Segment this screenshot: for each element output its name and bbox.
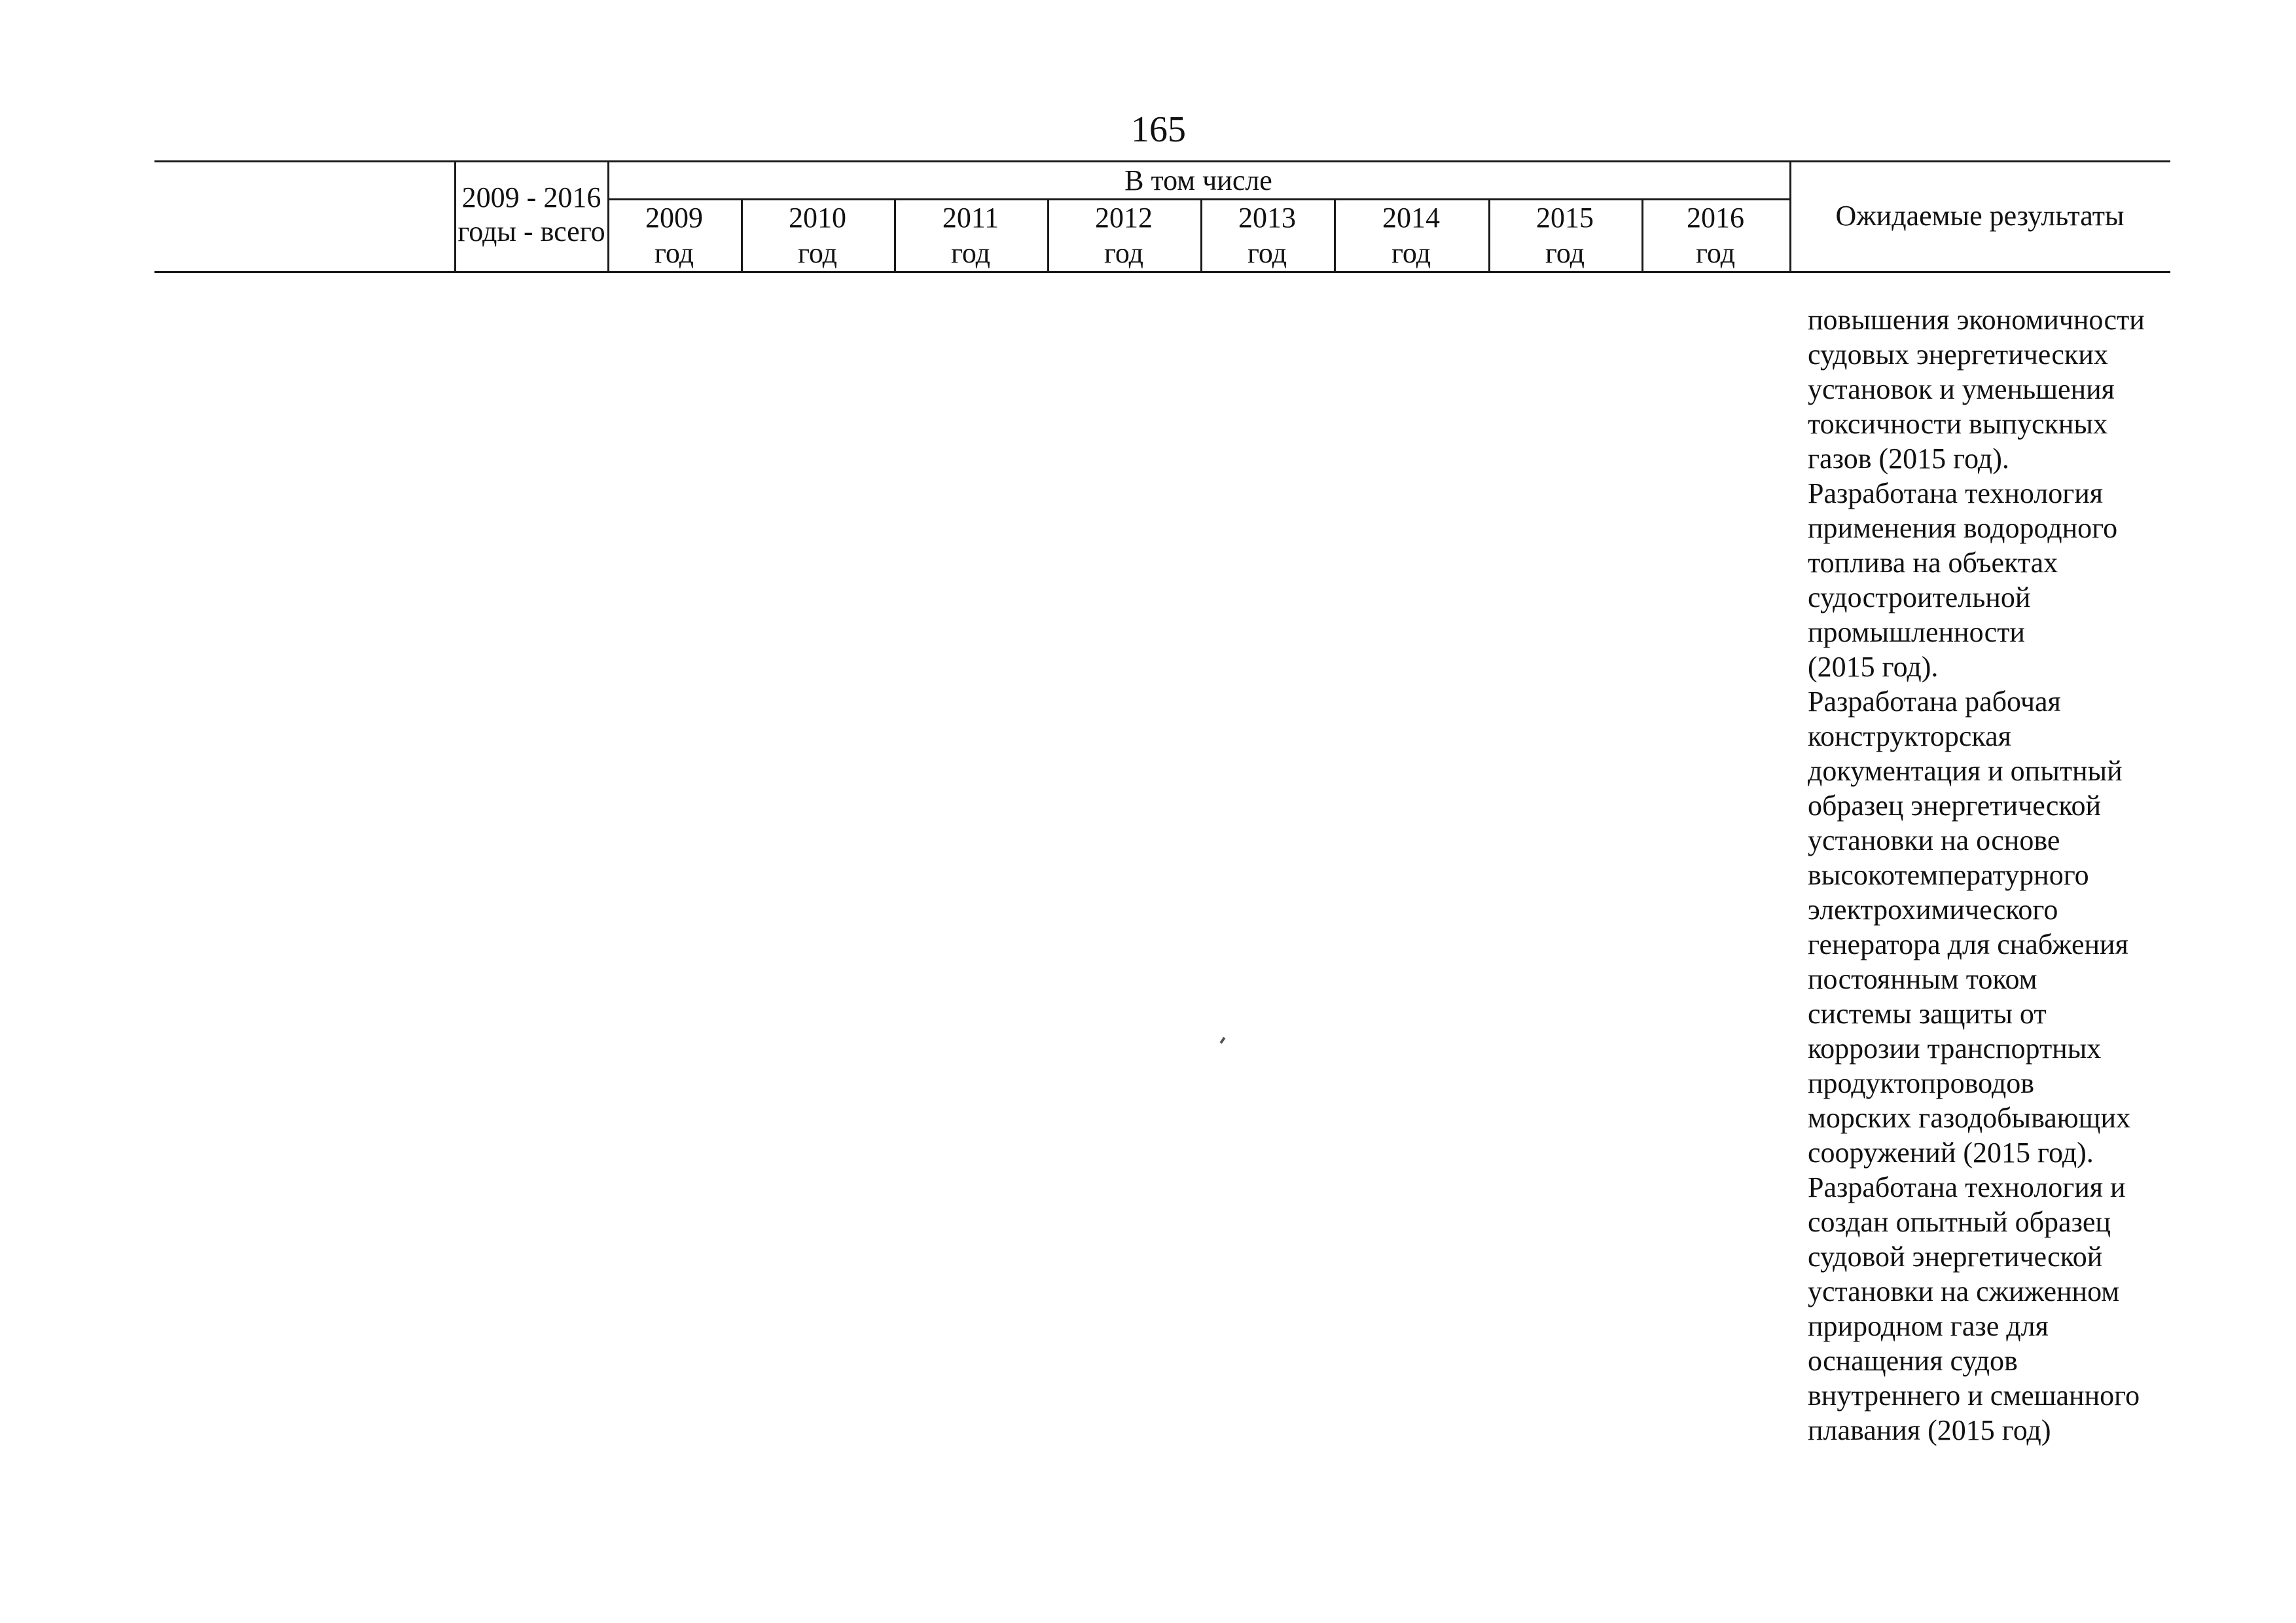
results-line: сооружений (2015 год). <box>1808 1137 2094 1169</box>
results-line: коррозии транспортных <box>1808 1032 2102 1065</box>
results-line: (2015 год). <box>1808 651 1939 683</box>
results-line: Разработана рабочая <box>1808 685 2061 718</box>
results-line: установок и уменьшения <box>1808 373 2115 405</box>
year-value: 2014 <box>1382 202 1440 234</box>
results-line: газов (2015 год). <box>1808 443 2009 475</box>
results-line: документация и опытный <box>1808 755 2123 787</box>
table-header <box>154 160 2170 273</box>
expected-results-header: Ожидаемые результаты <box>1835 200 2125 232</box>
scan-speck <box>1219 1037 1225 1044</box>
results-line: промышленности <box>1808 616 2025 648</box>
year-unit: год <box>654 237 694 269</box>
results-line: оснащения судов <box>1808 1345 2018 1377</box>
results-line: установки на основе <box>1808 824 2060 856</box>
results-line: конструкторская <box>1808 720 2011 752</box>
results-line: образец энергетической <box>1808 790 2102 822</box>
results-line: повышения экономичности <box>1808 304 2145 336</box>
expected-results-text <box>1808 302 2174 1448</box>
results-line: внутреннего и смешанного <box>1808 1379 2140 1412</box>
year-header-2014 <box>1334 200 1488 271</box>
year-value: 2016 <box>1687 202 1744 234</box>
year-value: 2011 <box>942 202 999 234</box>
results-line: электрохимического <box>1808 894 2058 926</box>
year-header-2016 <box>1641 200 1789 271</box>
results-line: природном газе для <box>1808 1310 2049 1342</box>
total-years-header <box>456 181 607 249</box>
year-unit: год <box>1391 237 1431 269</box>
results-line: судовой энергетической <box>1808 1241 2103 1273</box>
results-line: постоянным током <box>1808 963 2037 995</box>
year-unit: год <box>797 237 838 269</box>
results-line: генератора для снабжения <box>1808 928 2128 960</box>
results-line: судовых энергетических <box>1808 338 2108 371</box>
results-line: продуктопроводов <box>1808 1067 2035 1099</box>
year-unit: год <box>1247 237 1287 269</box>
results-line: высокотемпературного <box>1808 859 2089 891</box>
results-line: плавания (2015 год) <box>1808 1414 2051 1446</box>
year-unit: год <box>950 237 991 269</box>
results-line: Разработана технология и <box>1808 1171 2126 1203</box>
year-value: 2009 <box>645 202 703 234</box>
results-line: создан опытный образец <box>1808 1206 2111 1238</box>
year-unit: год <box>1545 237 1585 269</box>
including-header: В том числе <box>1124 164 1272 196</box>
year-unit: год <box>1695 237 1736 269</box>
results-line: топлива на объектах <box>1808 547 2058 579</box>
results-line: судостроительной <box>1808 581 2031 613</box>
year-value: 2015 <box>1536 202 1594 234</box>
year-value: 2012 <box>1095 202 1153 234</box>
results-line: морских газодобывающих <box>1808 1102 2131 1134</box>
results-line: применения водородного <box>1808 512 2118 544</box>
year-value: 2010 <box>789 202 846 234</box>
results-line: токсичности выпускных <box>1808 408 2108 440</box>
year-header-2012 <box>1047 200 1200 271</box>
results-line: Разработана технология <box>1808 477 2104 509</box>
year-header-2010 <box>741 200 894 271</box>
year-header-2009 <box>607 200 741 271</box>
year-unit: год <box>1103 237 1144 269</box>
page-number: 165 <box>1131 109 1186 150</box>
results-line: системы защиты от <box>1808 998 2047 1030</box>
year-header-2013 <box>1200 200 1334 271</box>
total-years-line2: годы - всего <box>457 215 605 247</box>
year-header-2011 <box>894 200 1047 271</box>
year-header-2015 <box>1488 200 1641 271</box>
results-line: установки на сжиженном <box>1808 1275 2120 1307</box>
total-years-line1: 2009 - 2016 <box>461 181 601 213</box>
year-value: 2013 <box>1238 202 1296 234</box>
